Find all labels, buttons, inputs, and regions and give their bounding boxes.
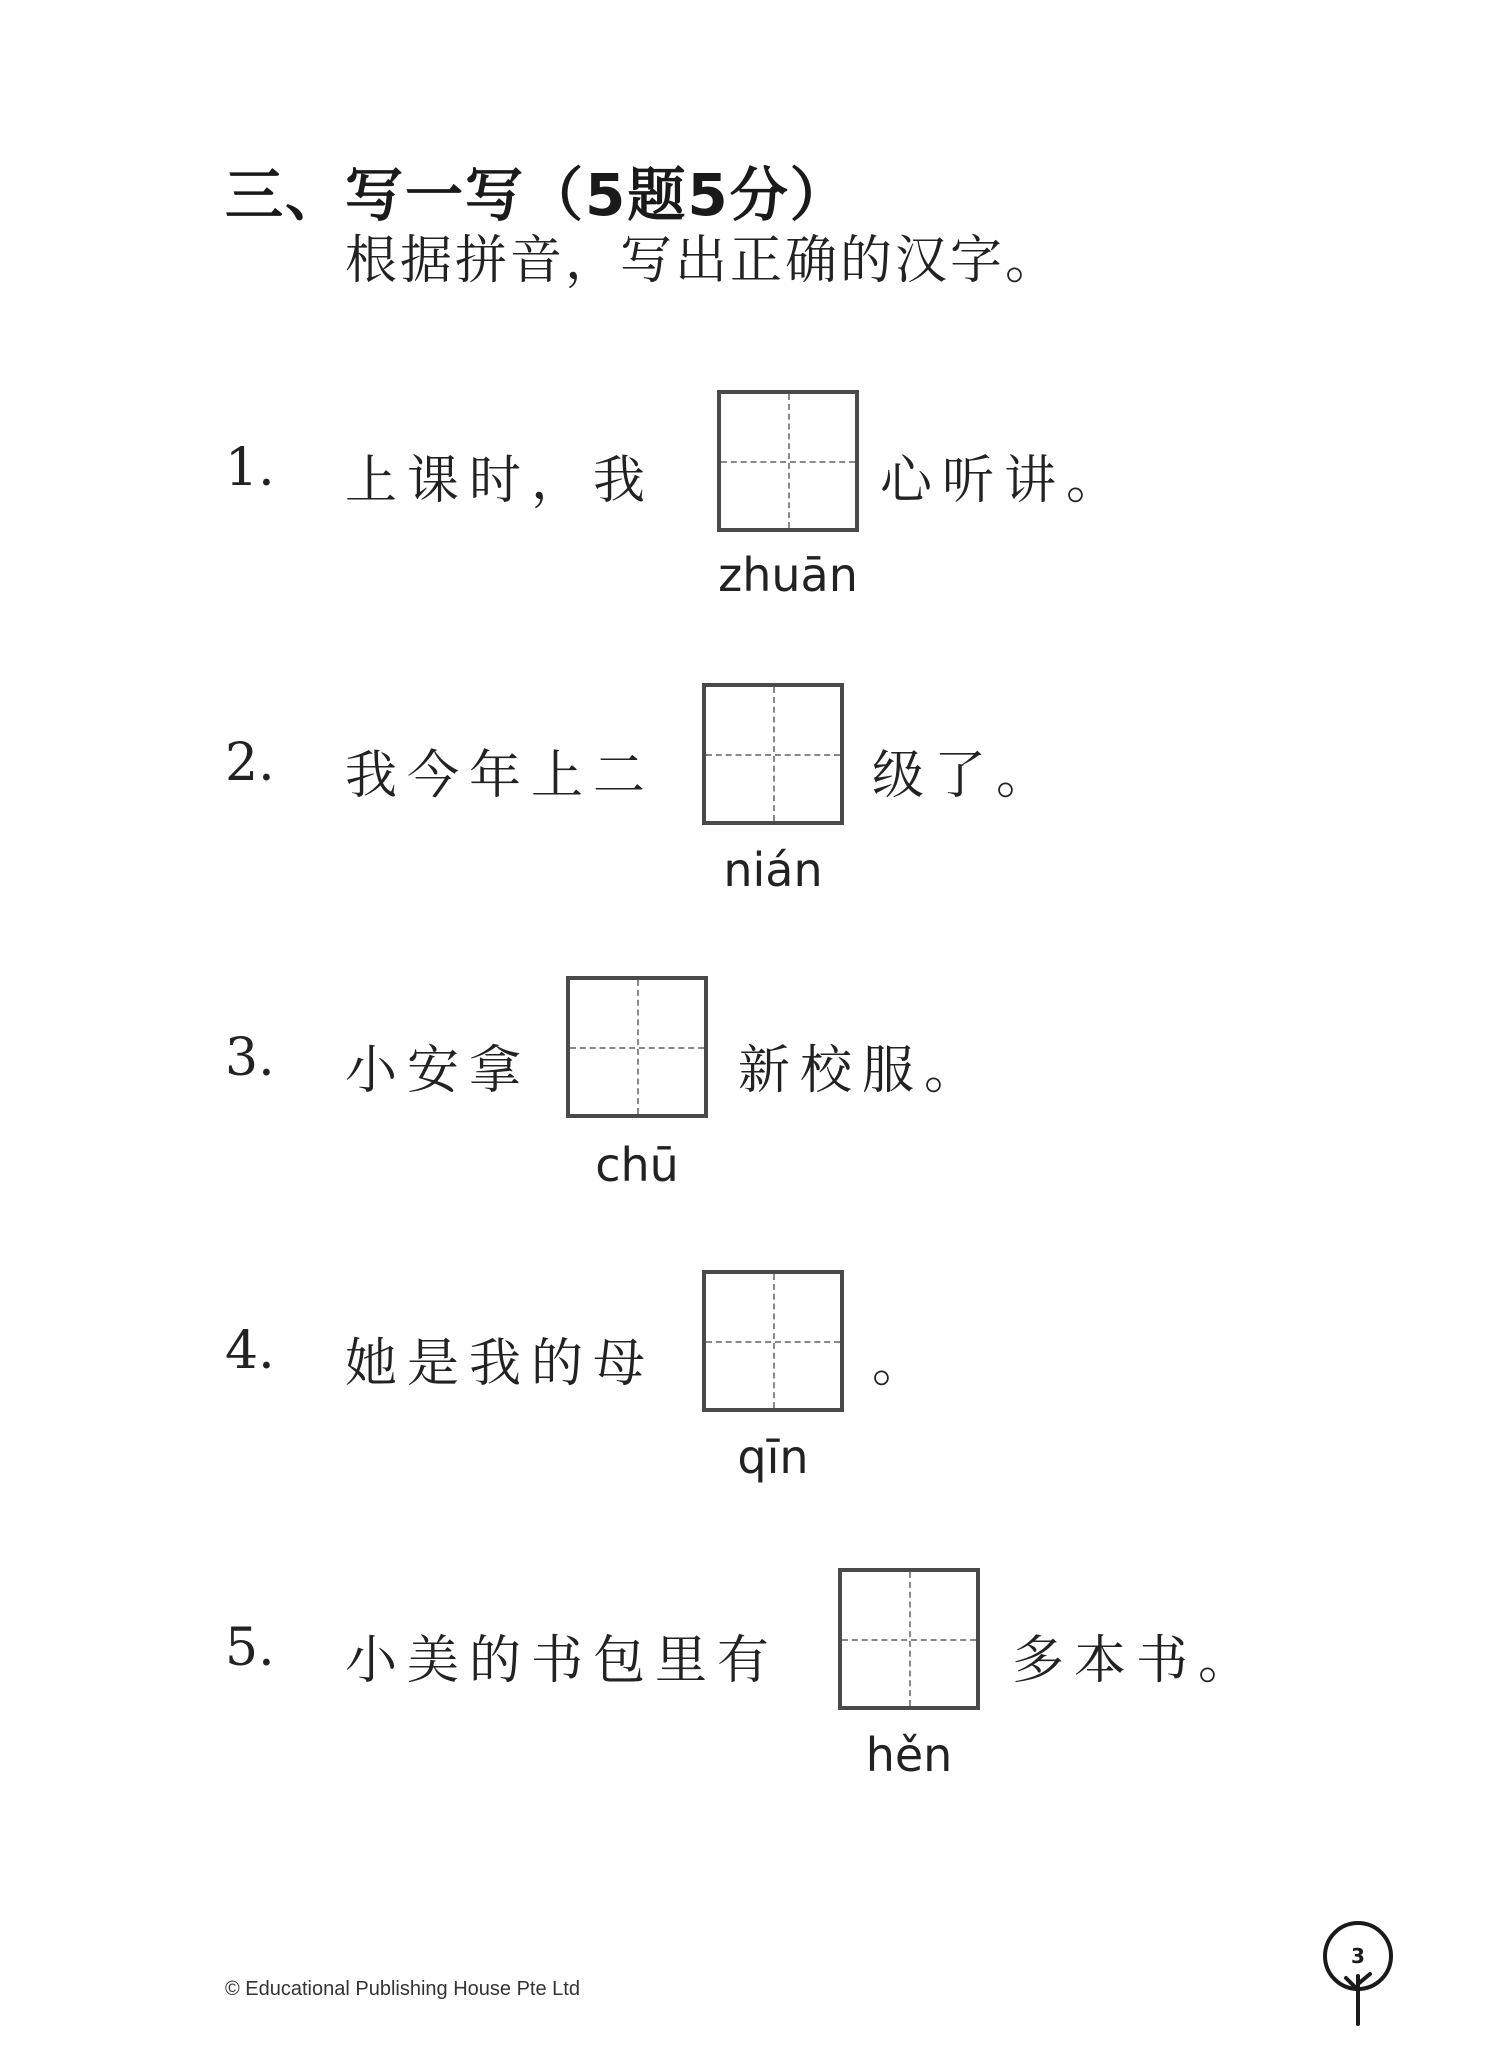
question-number: 1. (225, 438, 275, 498)
instruction-text: 根据拼音，写出正确的汉字。 (345, 231, 1061, 291)
pinyin-label: nián (723, 843, 823, 897)
answer-box[interactable] (702, 683, 844, 825)
question-number: 2. (225, 733, 275, 793)
question-number: 4. (225, 1321, 275, 1381)
question-text-before: 小安拿 (345, 1041, 532, 1101)
section-title: 三、写一写（5题5分） (225, 161, 850, 229)
question-number: 3. (225, 1028, 275, 1088)
copyright-text: © Educational Publishing House Pte Ltd (225, 1978, 580, 2000)
answer-box[interactable] (566, 976, 708, 1118)
pinyin-label: hěn (865, 1728, 953, 1782)
answer-box[interactable] (717, 390, 859, 532)
page-number-tree-icon (1318, 1918, 1398, 2026)
question-number: 5. (225, 1618, 275, 1678)
page-number: 3 (1351, 1944, 1365, 1968)
answer-box[interactable] (838, 1568, 980, 1710)
question-text-before: 我今年上二 (345, 746, 656, 806)
question-text-before: 她是我的母 (345, 1334, 656, 1394)
question-text-after: 级了。 (872, 746, 1059, 806)
question-text-after: 。 (872, 1334, 935, 1394)
question-text-before: 小美的书包里有 (345, 1631, 780, 1691)
pinyin-label: qīn (737, 1430, 809, 1484)
question-text-after: 新校服。 (738, 1041, 987, 1101)
pinyin-label: zhuān (718, 548, 858, 602)
answer-box[interactable] (702, 1270, 844, 1412)
question-text-after: 心听讲。 (880, 451, 1129, 511)
pinyin-label: chū (595, 1138, 679, 1192)
question-text-after: 多本书。 (1012, 1631, 1261, 1691)
question-text-before: 上课时，我 (345, 451, 656, 511)
